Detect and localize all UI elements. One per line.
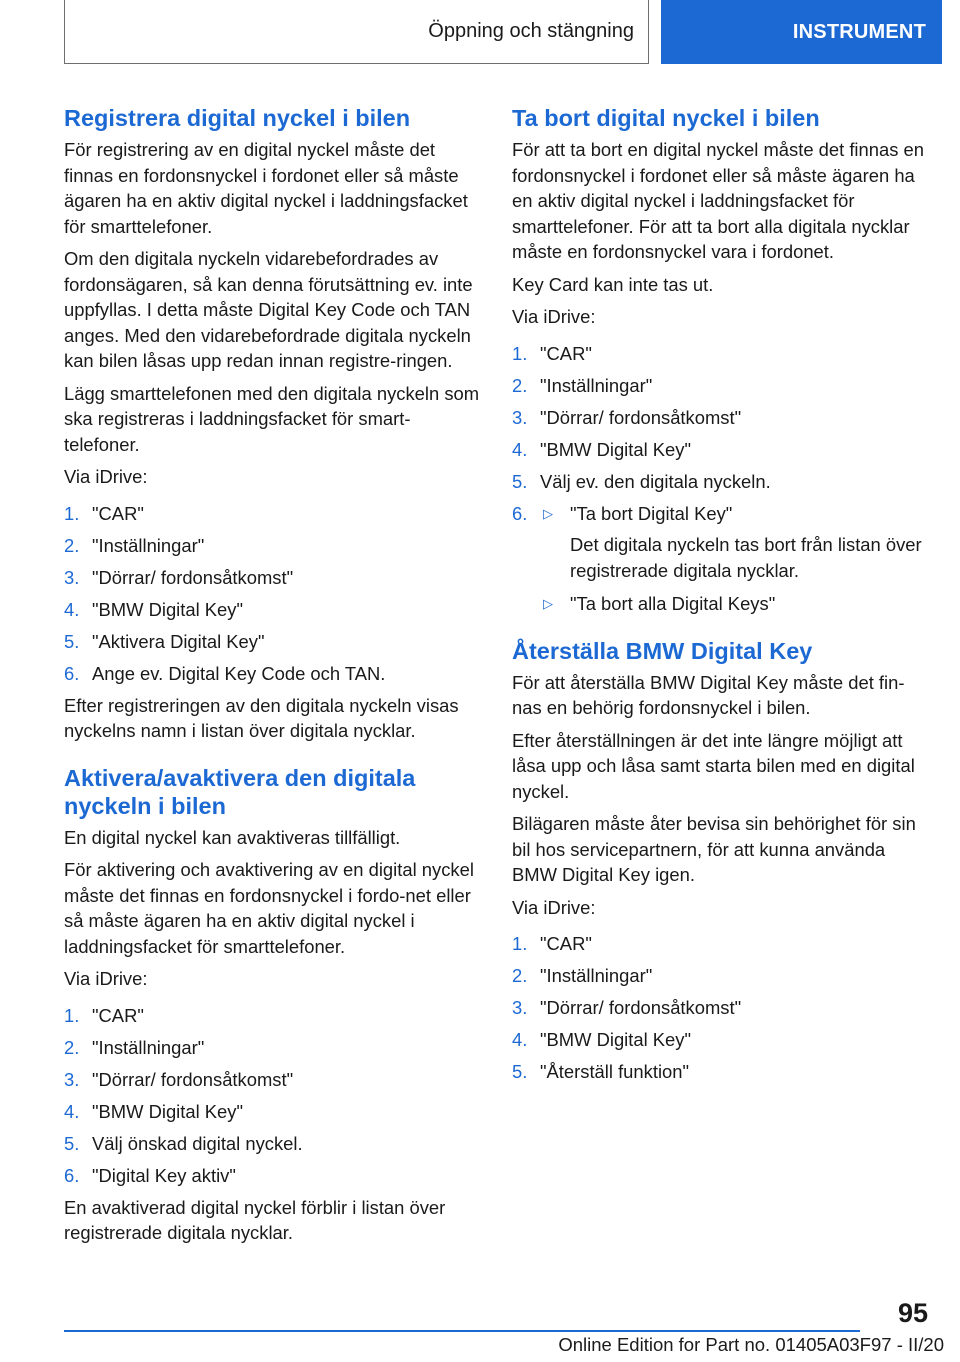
list-item xyxy=(64,629,482,655)
step-text: "Inställningar" xyxy=(92,1036,205,1058)
step-number: 5. xyxy=(512,1061,528,1082)
paragraph: En digital nyckel kan avaktiveras tillfälligt. xyxy=(64,826,401,848)
step-text: "Dörrar/ fordonsåtkomst" xyxy=(540,406,742,428)
step-text: "CAR" xyxy=(540,342,592,364)
page-number: 95 xyxy=(897,1298,928,1328)
step-text: "Dörrar/ fordonsåtkomst" xyxy=(540,997,742,1018)
step-text: "Dörrar/ fordonsåtkomst" xyxy=(92,566,294,588)
step-number: 5. xyxy=(64,1132,80,1154)
list-item xyxy=(64,1035,482,1061)
footer-divider xyxy=(64,1330,860,1332)
step-text: "Digital Key aktiv" xyxy=(92,1164,236,1186)
step-text: "Inställningar" xyxy=(540,374,653,396)
step-number: 6. xyxy=(64,662,80,684)
sub-item-text: "Ta bort alla Digital Keys" xyxy=(570,593,776,614)
step-number: 3. xyxy=(512,406,528,428)
steps-reset xyxy=(512,931,932,1085)
step-text: "Inställningar" xyxy=(540,965,653,986)
sub-item-text: "Ta bort Digital Key" xyxy=(570,502,733,524)
paragraph: För registrering av en digital nyckel måste det finnas en fordonsnyckel i fordonet eller så måste ägaren ha en aktiv digital nyckel i laddningsfacket för smarttelefoner. xyxy=(64,139,468,237)
step-number: 1. xyxy=(64,1004,80,1026)
step-text: "Inställningar" xyxy=(92,534,205,556)
via-idrive: Via iDrive: xyxy=(64,466,148,487)
list-item xyxy=(512,341,932,367)
list-item xyxy=(512,1027,932,1053)
step-number: 3. xyxy=(512,997,528,1018)
heading-activate: Aktivera/avaktivera den digitala nyckeln i bilen xyxy=(64,764,416,819)
step-text: "Dörrar/ fordonsåtkomst" xyxy=(92,1068,294,1090)
step-text: "CAR" xyxy=(92,1004,144,1026)
list-item xyxy=(512,931,932,957)
list-item xyxy=(64,1131,482,1157)
sub-item xyxy=(540,501,932,527)
step-number: 2. xyxy=(64,534,80,556)
header-chapter-tab[interactable] xyxy=(661,0,942,64)
triangle-right-icon: ▷ xyxy=(543,505,553,521)
paragraph: För att ta bort en digital nyckel måste det finnas en fordonsnyckel i fordonet eller så måste ägaren ha en aktiv digital nyckel i laddningsfacket för smarttelefoner. För att ta bort alla digitala nycklar måste en fordonsnyckel vara i fordonet. xyxy=(512,139,924,262)
triangle-right-icon: ▷ xyxy=(543,596,553,611)
paragraph: Key Card kan inte tas ut. xyxy=(512,273,714,295)
step-number: 2. xyxy=(64,1036,80,1058)
paragraph: Efter återställningen är det inte längre möjligt att låsa upp och låsa samt starta bilen med en digital nyckel. xyxy=(512,729,915,802)
step-number: 6. xyxy=(512,502,528,524)
list-item xyxy=(512,501,932,617)
step-number: 1. xyxy=(512,933,528,954)
steps-register xyxy=(64,501,482,687)
list-item xyxy=(512,1059,932,1085)
step-number: 4. xyxy=(64,598,80,620)
list-item xyxy=(64,501,482,527)
step-text: "BMW Digital Key" xyxy=(92,1100,244,1122)
step-number: 1. xyxy=(64,502,80,524)
step-text: "BMW Digital Key" xyxy=(92,598,244,620)
step-number: 4. xyxy=(64,1100,80,1122)
step-number: 3. xyxy=(64,566,80,588)
chapter-title: INSTRUMENT xyxy=(792,20,926,43)
edition-text: Online Edition for Part no. 01405A03F97 - II/20 xyxy=(558,1334,944,1355)
step-text: "Aktivera Digital Key" xyxy=(92,630,265,652)
heading-remove: Ta bort digital nyckel i bilen xyxy=(512,105,820,131)
list-item xyxy=(64,1067,482,1093)
step-number: 6. xyxy=(64,1164,80,1186)
step-text: "BMW Digital Key" xyxy=(540,438,692,460)
list-item xyxy=(64,565,482,591)
list-item xyxy=(512,437,932,463)
step-text: "Återställ funktion" xyxy=(540,1061,690,1082)
list-item xyxy=(64,597,482,623)
via-idrive: Via iDrive: xyxy=(512,306,596,327)
paragraph: Efter registreringen av den digitala nyckeln visas nyckelns namn i listan över digitala nycklar. xyxy=(64,694,459,741)
step-text: Välj önskad digital nyckel. xyxy=(92,1132,303,1154)
list-item xyxy=(512,405,932,431)
step-number: 1. xyxy=(512,342,528,364)
paragraph: En avaktiverad digital nyckel förblir i listan över registrerade digitala nycklar. xyxy=(64,1196,446,1243)
sub-item-description: Det digitala nyckeln tas bort från listan över registrerade digitala nycklar. xyxy=(570,534,922,581)
paragraph: Om den digitala nyckeln vidarebefordrades av fordonsägaren, så kan denna förutsättning ev. inte uppfyllas. I detta måste Digital Key Code och TAN anges. Med den vidarebefordrade digitala nyckeln kan bilen låsas upp redan innan registre-ringen. xyxy=(64,248,473,371)
step-number: 4. xyxy=(512,1029,528,1050)
paragraph: För aktivering och avaktivering av en digital nyckel måste det finnas en fordonsnyckel i fordo-net eller så måste ägaren ha en aktiv digital nyckel i laddningsfacket för smarttelefoner. xyxy=(64,859,474,957)
steps-activate xyxy=(64,1003,482,1189)
step-number: 2. xyxy=(512,374,528,396)
list-item xyxy=(64,1003,482,1029)
list-item xyxy=(512,963,932,989)
step-text: "CAR" xyxy=(540,933,592,954)
step-number: 5. xyxy=(64,630,80,652)
list-item xyxy=(512,469,932,495)
footer-edition xyxy=(0,1334,944,1356)
section-title: Öppning och stängning xyxy=(428,20,634,42)
step-number: 5. xyxy=(512,470,528,492)
sub-item xyxy=(540,591,932,617)
step-text: Välj ev. den digitala nyckeln. xyxy=(540,470,771,492)
via-idrive: Via iDrive: xyxy=(64,968,148,989)
steps-remove xyxy=(512,341,932,617)
list-item xyxy=(64,1099,482,1125)
step-text: Ange ev. Digital Key Code och TAN. xyxy=(92,662,386,684)
heading-reset: Återställa BMW Digital Key xyxy=(512,637,813,664)
step-text: "CAR" xyxy=(92,502,144,524)
paragraph: Lägg smarttelefonen med den digitala nyckeln som ska registreras i laddningsfacket för smart-telefoner. xyxy=(64,382,480,455)
step-number: 2. xyxy=(512,965,528,986)
list-item xyxy=(512,995,932,1021)
list-item xyxy=(64,1163,482,1189)
step-number: 3. xyxy=(64,1068,80,1090)
right-column xyxy=(512,104,932,1091)
paragraph: För att återställa BMW Digital Key måste det fin-nas en behörig fordonsnyckel i bilen. xyxy=(512,671,905,718)
paragraph: Bilägaren måste åter bevisa sin behörighet för sin bil hos servicepartnern, för att kunna använda BMW Digital Key igen. xyxy=(512,813,916,885)
via-idrive: Via iDrive: xyxy=(512,896,596,918)
left-column xyxy=(64,104,482,1253)
heading-register: Registrera digital nyckel i bilen xyxy=(64,105,411,131)
list-item xyxy=(64,533,482,559)
step-text: "BMW Digital Key" xyxy=(540,1029,692,1050)
header-section-title xyxy=(64,0,649,64)
sub-options xyxy=(540,501,932,617)
step-number: 4. xyxy=(512,438,528,460)
list-item xyxy=(64,661,482,687)
list-item xyxy=(512,373,932,399)
